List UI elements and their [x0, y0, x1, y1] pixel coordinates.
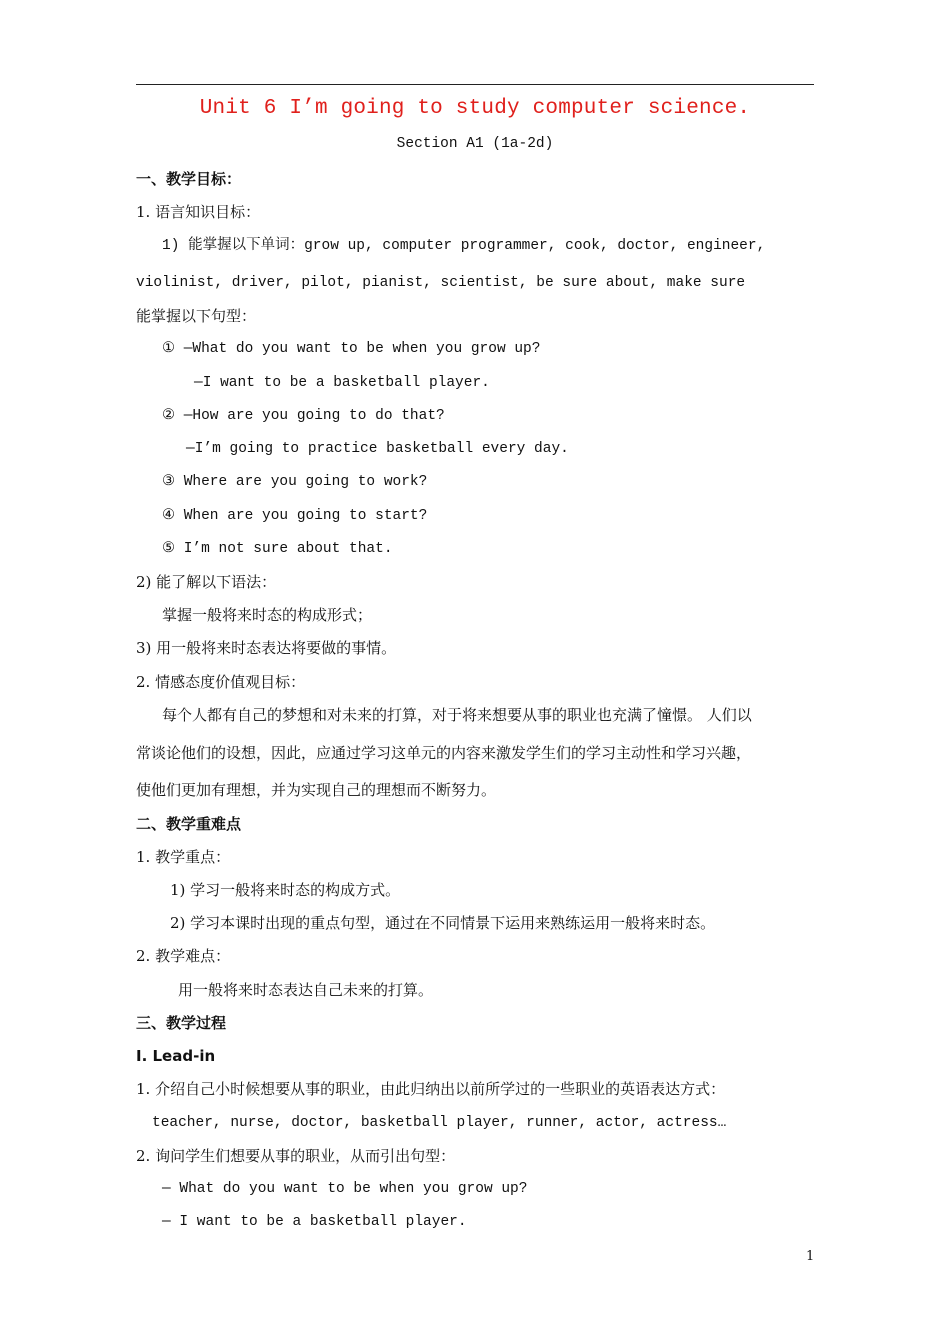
sentence-line: — I want to be a basketball player.	[162, 1214, 467, 1230]
section-subtitle: Section A1 (1a-2d)	[396, 136, 554, 152]
sentence-line: — What do you want to be when you grow up?	[162, 1181, 528, 1197]
heading-key-points: 二、教学重难点	[136, 815, 242, 833]
page-number: 1	[806, 1249, 815, 1264]
text-line: 2. 情感态度价值观目标：	[136, 673, 306, 691]
heading-objectives: 一、教学目标：	[136, 170, 242, 188]
text-line: 1) 能掌握以下单词：grow up, computer programmer, cook, doctor, engineer,	[162, 238, 766, 254]
text-line: 1. 教学重点：	[136, 848, 231, 866]
text-line: 用一般将来时态表达自己未来的打算。	[178, 981, 434, 999]
heading-lead-in: Ⅰ. Lead-in	[136, 1047, 216, 1065]
paragraph-line: 每个人都有自己的梦想和对未来的打算，对于将来想要从事的职业也充满了憧憬。 人们以	[162, 706, 752, 724]
sentence-line: —I want to be a basketball player.	[194, 375, 490, 391]
text-line: 1) 学习一般将来时态的构成方式。	[170, 881, 401, 899]
heading-process: 三、教学过程	[136, 1014, 227, 1032]
text-line: 2. 询问学生们想要从事的职业，从而引出句型：	[136, 1147, 456, 1165]
sentence-line: ③ Where are you going to work?	[162, 474, 428, 490]
sentence-line: ④ When are you going to start?	[162, 508, 428, 524]
sentence-line: —I’m going to practice basketball every day.	[186, 441, 569, 457]
sentence-line: ① —What do you want to be when you grow up?	[162, 341, 541, 357]
text-line: 2) 能了解以下语法：	[136, 573, 277, 591]
sentence-line: ⑤ I’m not sure about that.	[162, 541, 393, 557]
header-rule	[136, 84, 814, 85]
text-line: 1. 语言知识目标：	[136, 203, 261, 221]
text-line: 2) 学习本课时出现的重点句型，通过在不同情景下运用来熟练运用一般将来时态。	[170, 914, 716, 932]
text-line: 1. 介绍自己小时候想要从事的职业，由此归纳出以前所学过的一些职业的英语表达方式：	[136, 1080, 726, 1098]
text-line: 3) 用一般将来时态表达将要做的事情。	[136, 639, 397, 657]
text-line: violinist, driver, pilot, pianist, scientist, be sure about, make sure	[136, 275, 746, 291]
paragraph-line: 常谈论他们的设想，因此，应通过学习这单元的内容来激发学生们的学习主动性和学习兴趣，	[136, 744, 752, 762]
text-line: 能掌握以下句型：	[136, 307, 257, 325]
sentence-line: ② —How are you going to do that?	[162, 408, 445, 424]
text-line: teacher, nurse, doctor, basketball player, runner, actor, actress…	[152, 1115, 727, 1131]
text-line: 2. 教学难点：	[136, 947, 231, 965]
paragraph-line: 使他们更加有理想，并为实现自己的理想而不断努力。	[136, 781, 497, 799]
text-line: 掌握一般将来时态的构成形式；	[162, 606, 373, 624]
page-title: Unit 6 I’m going to study computer science.	[199, 97, 751, 120]
